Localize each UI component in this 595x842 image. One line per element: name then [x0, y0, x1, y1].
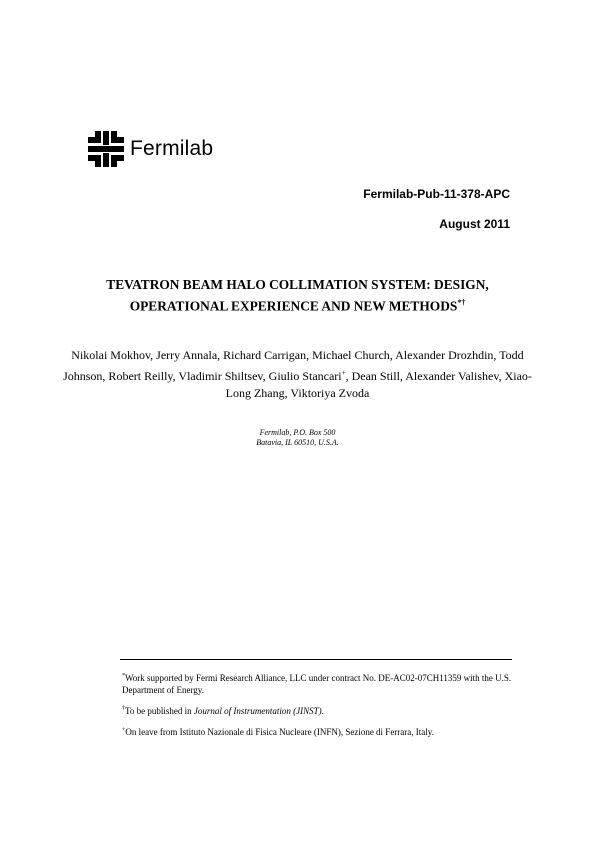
- affiliation-line-1: Fermilab, P.O. Box 500: [259, 428, 336, 437]
- footnote-text: To be published in: [125, 706, 194, 716]
- authors-part-1: Nikolai Mokhov, Jerry Annala, Richard Carrigan, Michael Church, Alexander Drozhdin, Todd Johnson, Robert Reilly, Vladimir Shiltsev, Giulio Stancari: [63, 348, 524, 383]
- footnote-text: Work supported by Fermi Research Alliance, LLC under contract No. DE-AC02-07CH11359 with the U.S. Department of Energy.: [122, 673, 512, 695]
- footnotes: [122, 670, 522, 745]
- report-date: August 2011: [439, 217, 510, 231]
- authors-part-2: , Dean Still, Alexander Valishev, Xiao-Long Zhang, Viktoriya Zvoda: [225, 368, 532, 400]
- footnote-text: .: [321, 706, 324, 716]
- footnote-mark: +: [122, 727, 126, 733]
- title-marks: *†: [457, 298, 466, 307]
- fermilab-logo: [88, 131, 213, 167]
- journal-name: Journal of Instrumentation (JINST): [193, 706, 322, 716]
- footnote-funding: [122, 670, 522, 696]
- footnote-divider: [120, 659, 512, 660]
- affiliation: [150, 428, 445, 448]
- paper-title: [60, 276, 535, 315]
- footnote-leave: [122, 724, 522, 738]
- title-line-2: OPERATIONAL EXPERIENCE AND NEW METHODS: [129, 298, 458, 314]
- title-line-1: TEVATRON BEAM HALO COLLIMATION SYSTEM: DESIGN,: [106, 277, 489, 292]
- affiliation-line-2: Batavia, IL 60510, U.S.A.: [256, 438, 339, 447]
- logo-wordmark: Fermilab: [130, 137, 214, 160]
- footnote-text: On leave from Istituto Nazionale di Fisica Nucleare (INFN), Sezione di Ferrara, Italy.: [125, 727, 434, 737]
- author-list: [60, 347, 535, 403]
- author-mark: +: [341, 368, 346, 377]
- footnote-mark: *: [122, 673, 125, 679]
- footnote-mark: †: [122, 706, 125, 712]
- fermilab-logo-icon: [88, 131, 124, 167]
- report-number: Fermilab-Pub-11-378-APC: [363, 187, 510, 201]
- footnote-publication: [122, 703, 522, 717]
